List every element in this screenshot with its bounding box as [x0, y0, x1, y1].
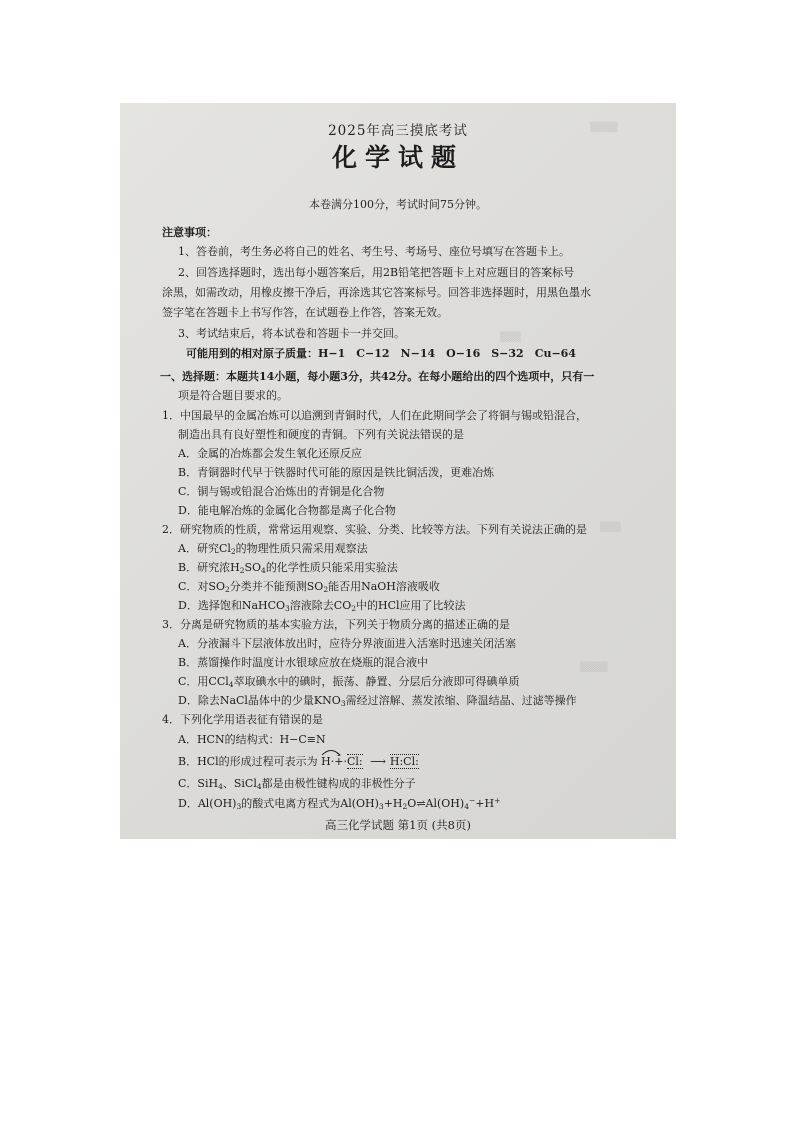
page-footer: 高三化学试题 第1页 (共8页): [325, 818, 471, 832]
question-4-option-d: D．$Al(OH)_3$的酸式电离方程式为$Al(OH)_3+H_2O\rightleftharpoons Al(OH)_4^-+H^+$: [178, 796, 501, 811]
question-3-option-b: B．蒸馏操作时温度计水银球应放在烧瓶的混合液中: [178, 656, 429, 669]
question-4-stem: 4．下列化学用语表征有错误的是: [162, 713, 323, 726]
bleed-through-mark: ▒▒▒: [500, 333, 521, 343]
notice-item: 签字笔在答题卡上书写作答，在试题卷上作答，答案无效。: [162, 306, 448, 319]
question-1-option-d: D．能电解冶炼的金属化合物都是离子化合物: [178, 504, 396, 517]
question-2-option-d: D．选择饱和NaHCO$_3$溶液除去$CO_2$中的HCl应用了比较法: [178, 599, 466, 613]
notice-heading: 注意事项：: [162, 226, 217, 239]
exam-info: 本卷满分100分，考试时间75分钟。: [309, 198, 487, 211]
exam-subtitle: 2025年高三摸底考试: [328, 123, 468, 139]
bleed-through-mark: ▒▒▒▒: [590, 123, 618, 133]
question-3-option-c: C．用CCl$_4$萃取碘水中的碘时，振荡、静置、分层后分液即可得碘单质: [178, 675, 520, 689]
bleed-through-mark: ▒▒▒: [600, 523, 621, 533]
question-1-stem: 制造出具有良好塑性和硬度的青铜。下列有关说法错误的是: [178, 428, 464, 441]
section-heading-cont: 项是符合题目要求的。: [178, 389, 288, 402]
notice-item: 3、考试结束后，将本试卷和答题卡一并交回。: [178, 327, 405, 340]
question-2-stem: 2．研究物质的性质，常常运用观察、实验、分类、比较等方法。下列有关说法正确的是: [162, 523, 587, 536]
notice-item: 2、回答选择题时，选出每小题答案后，用2B铅笔把答题卡上对应题目的答案标号: [178, 266, 575, 279]
question-1-option-b: B．青铜器时代早于铁器时代可能的原因是铁比铜活泼，更难冶炼: [178, 466, 495, 479]
question-1-stem: 1．中国最早的金属冶炼可以追溯到青铜时代，人们在此期间学会了将铜与锡或铅混合，: [162, 409, 587, 422]
question-2-option-a: A．研究$Cl_2$的物理性质只需采用观察法: [178, 542, 368, 556]
electron-dot-icon: ·: [343, 755, 347, 768]
question-3-option-a: A．分液漏斗下层液体放出时，应待分界液面进入活塞时迅速关闭活塞: [178, 637, 516, 650]
question-3-stem: 3．分离是研究物质的基本实验方法，下列关于物质分离的描述正确的是: [162, 618, 510, 631]
question-1-option-a: A．金属的冶炼都会发生氧化还原反应: [178, 447, 362, 460]
question-1-option-c: C．铜与锡或铅混合冶炼出的青铜是化合物: [178, 485, 385, 498]
section-heading: [160, 368, 594, 384]
question-4-option-b: B．HCl的形成过程可表示为 H·+·Cl: ⟶ H:Cl:: [178, 753, 419, 769]
question-4-option-c: C．SiH$_4$、SiCl$_4$都是由极性键构成的非极性分子: [178, 777, 416, 791]
electron-transfer-arrow-icon: [320, 748, 342, 756]
question-3-option-d: D．除去NaCl晶体中的少量$KNO_3$需经过溶解、蒸发浓缩、降温结晶、过滤等操作: [178, 694, 577, 708]
notice-item: 1、答卷前，考生务必将自己的姓名、考生号、考场号、座位号填写在答题卡上。: [178, 245, 570, 258]
exam-photo: [120, 103, 676, 839]
question-2-option-c: C．对$SO_2$分类并不能预测$SO_2$能否用NaOH溶液吸收: [178, 580, 440, 594]
bleed-through-mark: ▒▒▒▒: [580, 663, 608, 673]
atomic-mass-line: 可能用到的相对原子质量：H−1 C−12 N−14 O−16 S−32 Cu−64: [186, 347, 576, 360]
section-heading-line: 一、选择题：本题共14小题，每小题3分，共42分。在每小题给出的四个选项中，只有一: [160, 370, 595, 383]
notice-item: 涂黑，如需改动，用橡皮擦干净后，再涂选其它答案标号。回答非选择题时，用黑色墨水: [162, 286, 591, 299]
question-2-option-b: B．研究浓$H_2SO_4$的化学性质只能采用实验法: [178, 561, 398, 575]
exam-title: 化学试题: [331, 143, 464, 172]
electron-dot-icon: ·: [330, 755, 335, 768]
question-4-option-a: A．HCN的结构式：H−C≡N: [178, 733, 326, 746]
